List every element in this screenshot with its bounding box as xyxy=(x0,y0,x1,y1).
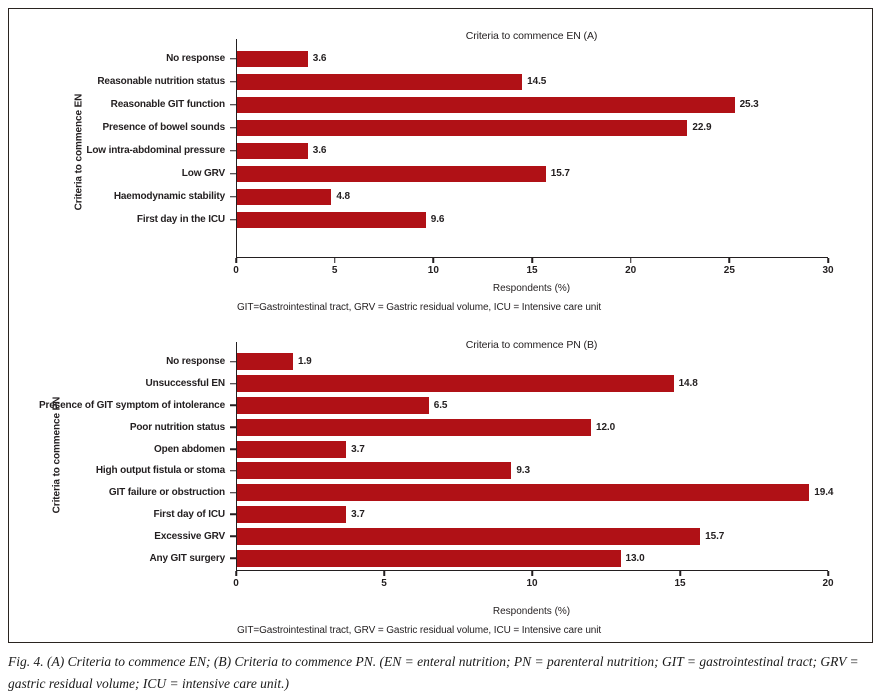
axis-tick-label: 5 xyxy=(381,578,387,589)
category-label: Reasonable GIT function xyxy=(110,99,225,110)
chart-row xyxy=(181,162,827,185)
category-tick-icon xyxy=(230,361,237,363)
x-axis-title: Respondents (%) xyxy=(492,606,571,617)
axis-tick-icon xyxy=(822,258,834,276)
x-axis xyxy=(233,570,834,589)
figure-caption: Fig. 4. (A) Criteria to commence EN; (B) Criteria to commence PN. (EN = enteral nutrition; PN = parenteral nutrition; GIT = gastrointestinal tract; GRV = gastric residual volume; ICU = intensive care unit.) xyxy=(8,654,859,691)
category-label: Presence of bowel sounds xyxy=(102,122,225,133)
axis-tick-icon xyxy=(625,258,637,276)
chart-row xyxy=(153,504,827,526)
category-tick-icon xyxy=(230,448,237,450)
axis-tick-label: 30 xyxy=(822,265,834,276)
value-label: 25.3 xyxy=(739,99,759,110)
category-label: GIT failure or obstruction xyxy=(108,487,225,499)
chart-row xyxy=(102,116,827,139)
category-tick-icon xyxy=(230,514,237,516)
x-axis xyxy=(233,257,834,276)
category-label: No response xyxy=(166,53,225,64)
value-label: 3.7 xyxy=(351,443,365,455)
chart-row xyxy=(149,547,827,569)
bar xyxy=(237,189,331,205)
chart-title: Criteria to commence PN (B) xyxy=(465,339,598,351)
chart-row xyxy=(113,185,827,208)
axis-tick-label: 10 xyxy=(526,578,538,589)
category-tick-icon xyxy=(230,470,237,472)
category-tick-icon xyxy=(230,127,237,129)
category-label: Excessive GRV xyxy=(154,530,225,542)
bar xyxy=(237,550,621,567)
category-label: Unsuccessful EN xyxy=(145,378,225,390)
category-label: Poor nutrition status xyxy=(129,421,225,433)
value-label: 14.5 xyxy=(527,76,547,87)
axis-tick-label: 15 xyxy=(526,265,538,276)
value-label: 3.6 xyxy=(312,145,327,156)
y-axis-label: Criteria to commence PN xyxy=(51,396,63,514)
bar xyxy=(237,419,591,436)
value-label: 12.0 xyxy=(596,421,616,433)
chart-row xyxy=(108,482,834,504)
axis-tick-icon xyxy=(233,258,239,276)
category-label: Presence of GIT symptom of intolerance xyxy=(38,399,225,411)
category-tick-icon xyxy=(230,536,237,538)
value-label: 15.7 xyxy=(705,530,725,542)
category-tick-icon xyxy=(230,104,237,106)
value-label: 15.7 xyxy=(550,168,570,179)
value-label: 1.9 xyxy=(298,356,312,368)
bar xyxy=(237,397,429,414)
bar xyxy=(237,120,687,136)
bar xyxy=(237,441,346,458)
value-label: 9.3 xyxy=(516,465,530,477)
bar xyxy=(237,97,735,113)
category-tick-icon xyxy=(230,492,237,494)
axis-tick-label: 15 xyxy=(674,578,686,589)
category-tick-icon xyxy=(230,196,237,198)
category-label: Reasonable nutrition status xyxy=(97,76,225,87)
value-label: 22.9 xyxy=(692,122,712,133)
category-tick-icon xyxy=(230,81,237,83)
figure-border xyxy=(8,8,873,643)
bar xyxy=(237,74,522,90)
axis-tick-label: 0 xyxy=(233,265,239,276)
bar xyxy=(237,484,809,501)
axis-tick-icon xyxy=(526,571,538,589)
axis-tick-label: 20 xyxy=(625,265,637,276)
chart-row xyxy=(129,416,827,438)
category-tick-icon xyxy=(230,58,237,60)
chart-footnote: GIT=Gastrointestinal tract, GRV = Gastric residual volume, ICU = Intensive care unit xyxy=(237,302,602,313)
axis-tick-icon xyxy=(822,571,834,589)
chart-row xyxy=(38,395,827,417)
axis-tick-label: 20 xyxy=(822,578,834,589)
axis-tick-icon xyxy=(526,258,538,276)
y-axis-label: Criteria to commence EN xyxy=(73,93,85,211)
value-label: 3.7 xyxy=(351,508,365,520)
axis-tick-icon xyxy=(331,258,338,276)
axis-tick-label: 5 xyxy=(331,265,338,276)
bar xyxy=(237,528,700,545)
category-label: Any GIT surgery xyxy=(149,552,225,564)
category-tick-icon xyxy=(230,427,237,429)
chart-row xyxy=(97,70,827,93)
chart-row xyxy=(145,373,827,395)
value-label: 3.6 xyxy=(312,53,327,64)
chart-row xyxy=(95,460,827,482)
value-label: 6.5 xyxy=(433,399,448,411)
axis-tick-label: 0 xyxy=(233,578,239,589)
category-label: No response xyxy=(166,356,225,368)
axis-tick-label: 10 xyxy=(427,265,439,276)
bar xyxy=(237,353,293,370)
bar xyxy=(237,143,308,159)
chart-row xyxy=(136,208,827,231)
x-axis-title: Respondents (%) xyxy=(492,283,571,294)
bar xyxy=(237,212,426,228)
value-label: 19.4 xyxy=(814,487,834,499)
chart-row xyxy=(154,525,827,547)
axis-tick-icon xyxy=(233,571,239,589)
bar xyxy=(237,506,346,523)
axis-tick-icon xyxy=(723,258,735,276)
value-label: 14.8 xyxy=(678,378,698,390)
category-label: Low intra-abdominal pressure xyxy=(86,145,225,156)
chart-footnote: GIT=Gastrointestinal tract, GRV = Gastric residual volume, ICU = Intensive care unit xyxy=(237,625,602,636)
category-label: Haemodynamic stability xyxy=(113,191,225,202)
axis-tick-label: 25 xyxy=(723,265,735,276)
bar xyxy=(237,166,546,182)
chart-row xyxy=(110,93,827,116)
plot-area xyxy=(86,39,827,257)
category-label: High output fistula or stoma xyxy=(95,465,225,477)
category-tick-icon xyxy=(230,405,237,407)
category-tick-icon xyxy=(230,173,237,175)
category-tick-icon xyxy=(230,150,237,152)
axis-tick-icon xyxy=(674,571,686,589)
bar xyxy=(237,51,308,67)
category-label: First day of ICU xyxy=(153,508,225,520)
chart-row xyxy=(154,438,827,460)
bar xyxy=(237,462,511,479)
chart-row xyxy=(86,139,827,162)
category-label: First day in the ICU xyxy=(136,214,225,225)
bar xyxy=(237,375,674,392)
value-label: 13.0 xyxy=(625,552,645,564)
category-label: Open abdomen xyxy=(154,443,225,455)
chart-row xyxy=(166,351,827,373)
category-tick-icon xyxy=(230,557,237,559)
axis-tick-icon xyxy=(427,258,439,276)
category-tick-icon xyxy=(230,383,237,385)
category-label: Low GRV xyxy=(181,168,225,179)
value-label: 9.6 xyxy=(430,214,445,225)
chart-title: Criteria to commence EN (A) xyxy=(465,30,598,42)
axis-tick-icon xyxy=(381,571,387,589)
category-tick-icon xyxy=(230,219,237,221)
value-label: 4.8 xyxy=(336,191,350,202)
chart-row xyxy=(166,47,827,70)
